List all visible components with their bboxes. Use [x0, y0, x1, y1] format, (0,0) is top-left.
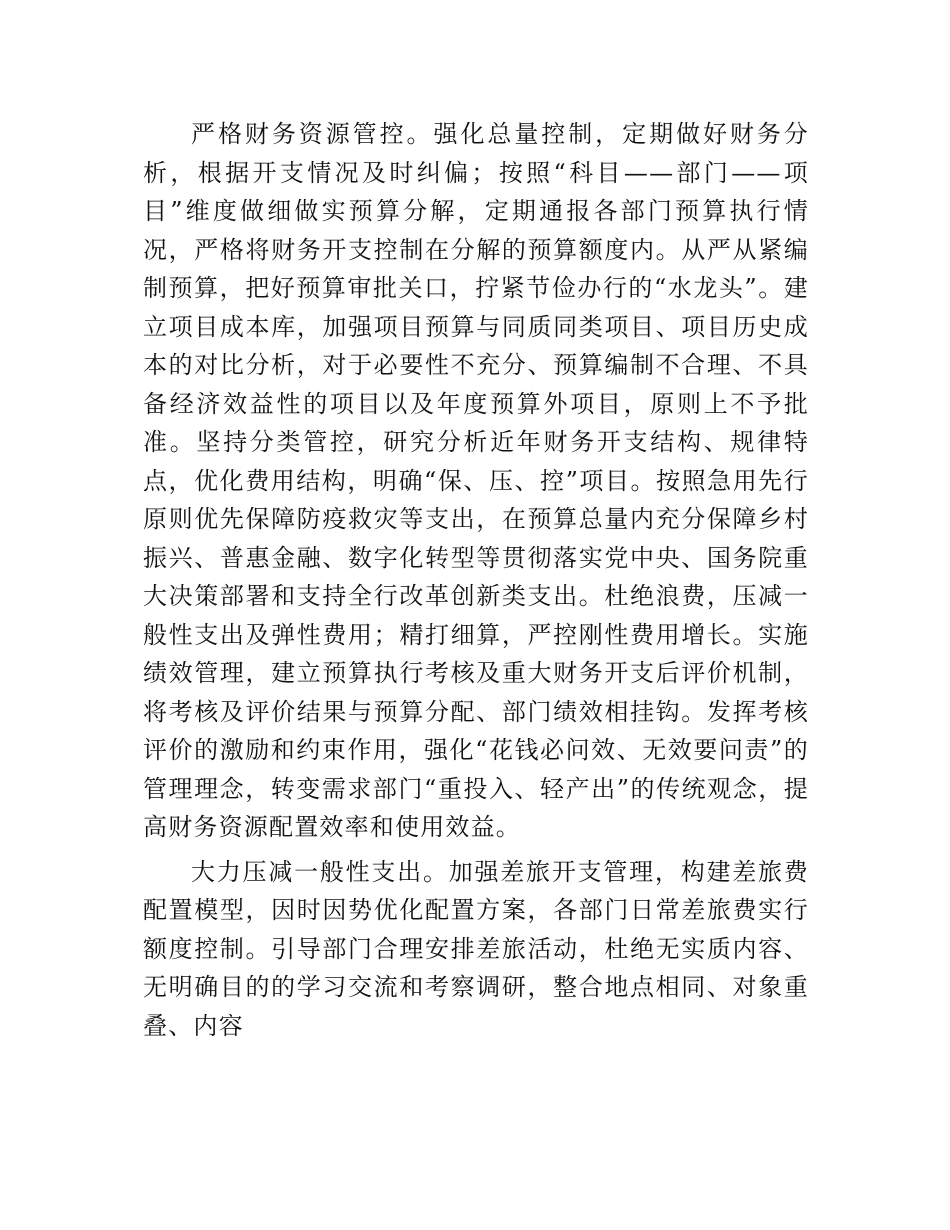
paragraph-reduce-general-expenses: 大力压减一般性支出。加强差旅开支管理，构建差旅费配置模型，因时因势优化配置方案，各部门日常差旅费实行额度控制。引导部门合理安排差旅活动，杜绝无实质内容、无明确目的的学习交流和考察调研，整合地点相同、对象重叠、内容: [143, 857, 809, 1040]
paragraph-financial-resource-control: 严格财务资源管控。强化总量控制，定期做好财务分析，根据开支情况及时纠偏；按照“科目——部门——项目”维度做细做实预算分解，定期通报各部门预算执行情况，严格将财务开支控制在分解的预算额度内。从严从紧编制预算，把好预算审批关口，拧紧节俭办行的“水龙头”。建立项目成本库，加强项目预算与同质同类项目、项目历史成本的对比分析，对于必要性不充分、预算编制不合理、不具备经济效益性的项目以及年度预算外项目，原则上不予批准。坚持分类管控，研究分析近年财务开支结构、规律特点，优化费用结构，明确“保、压、控”项目。按照急用先行原则优先保障防疫救灾等支出，在预算总量内充分保障乡村振兴、普惠金融、数字化转型等贯彻落实党中央、国务院重大决策部署和支持全行改革创新类支出。杜绝浪费，压减一般性支出及弹性费用；精打细算，严控刚性费用增长。实施绩效管理，建立预算执行考核及重大财务开支后评价机制，将考核及评价结果与预算分配、部门绩效相挂钩。发挥考核评价的激励和约束作用，强化“花钱必问效、无效要问责”的管理理念，转变需求部门“重投入、轻产出”的传统观念，提高财务资源配置效率和使用效益。: [143, 120, 809, 841]
document-body: [143, 115, 809, 1045]
